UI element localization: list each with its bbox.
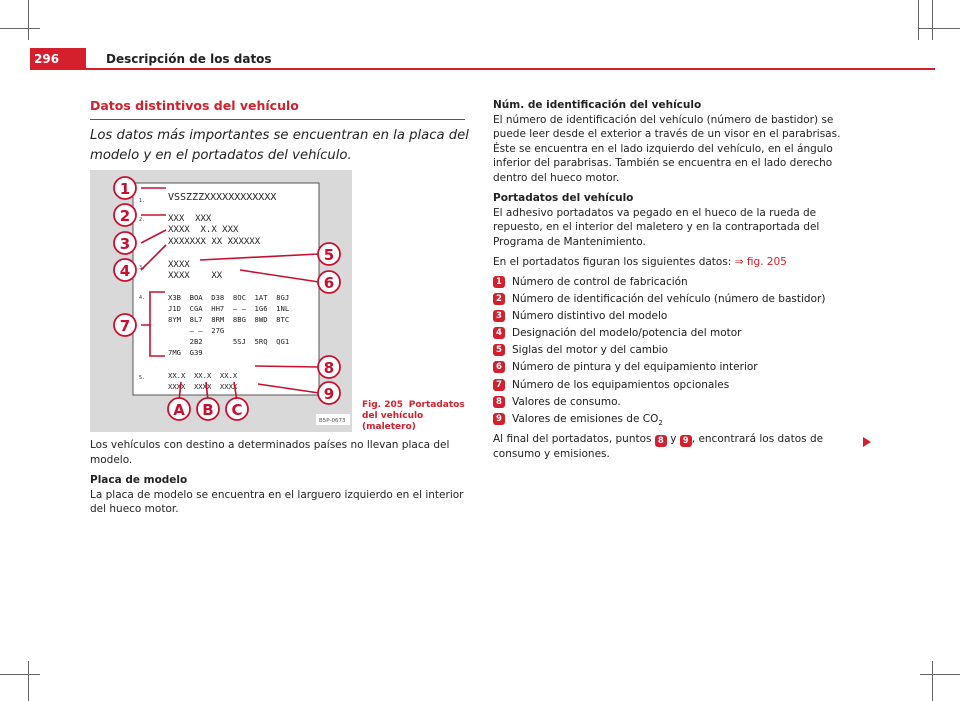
svg-text:7: 7 (119, 317, 131, 335)
co2-subscript: 2 (658, 419, 663, 428)
figure-reference-link[interactable]: ⇒ fig. 205 (734, 256, 787, 268)
option-codes-line: J1D CGA HH7 – – 1G6 1NL (168, 304, 290, 313)
item-number-badge: 3 (493, 310, 505, 322)
subheading: Placa de modelo (90, 474, 188, 486)
paragraph: El número de identificación del vehículo (número de bastidor) se puede leer desde el exterior a través de un visor en el parabrisas. Éste se encuentra en el lado izquierdo del vehículo, en el ángulo inferior del parabrisas. También se encuentra en el lado derecho dentro del hueco motor. (493, 113, 841, 184)
callout-badge (168, 398, 190, 420)
option-codes-line: 8YM 8L7 8RM 8BG 8WD 8TC (168, 315, 290, 324)
crop-mark (0, 674, 40, 675)
crop-mark (28, 0, 29, 40)
section-rule (90, 119, 465, 120)
option-codes-line: 7MG G39 (168, 348, 203, 357)
plate-line: XXXX XX (168, 271, 223, 281)
item-text: Valores de emisiones de CO (512, 413, 659, 425)
item-number-badge: 4 (493, 327, 505, 339)
paragraph: El adhesivo portadatos va pegado en el hueco de la rueda de repuesto, en el interior del maletero y en la contraportada del Programa de Mantenimiento. (493, 206, 820, 248)
item-number-badge: 9 (680, 435, 692, 447)
emissions-line: XXXX XXXX XXXX (168, 382, 238, 391)
running-header: Descripción de los datos (106, 52, 272, 66)
paragraph: La placa de modelo se encuentra en el larguero izquierdo en el interior del hueco motor. (90, 488, 464, 515)
closing-text: , encontrará los datos de consumo y emisiones. (493, 433, 824, 461)
subheading: Portadatos del vehículo (493, 192, 634, 204)
list-item (493, 360, 863, 377)
item-text: Número de identificación del vehículo (número de bastidor) (512, 292, 826, 305)
crop-mark (920, 674, 960, 675)
consumption-line: XX.X XX.X XX.X (168, 371, 238, 380)
option-codes-line: X3B BOA D38 8OC 1AT 8GJ (168, 293, 290, 302)
vin-text: VSSZZZXXXXXXXXXXXX (168, 192, 277, 203)
item-text: Número de pintura y del equipamiento interior (512, 361, 758, 374)
closing-text: y (670, 433, 677, 446)
row-number: 4. (139, 295, 146, 301)
item-number-badge: 8 (493, 396, 505, 408)
callout-badge (318, 382, 340, 404)
svg-text:1: 1 (119, 180, 131, 198)
intro-text: Los datos más importantes se encuentran en la placa del modelo y en el portadatos del vehículo. (90, 128, 469, 163)
svg-text:3: 3 (119, 235, 131, 253)
option-codes-line: 2B2 5SJ 5RQ QG1 (168, 337, 290, 346)
crop-mark (28, 661, 29, 701)
svg-text:4: 4 (119, 262, 131, 280)
list-item (493, 343, 863, 360)
svg-text:C: C (231, 401, 243, 419)
item-text: Designación del modelo/potencia del motor (512, 327, 742, 340)
item-number-badge: 9 (493, 413, 505, 425)
row-number: 3. (139, 265, 146, 271)
list-item (493, 378, 863, 395)
subheading: Núm. de identificación del vehículo (493, 99, 702, 111)
callout-badge (114, 177, 136, 199)
callout-badge (226, 398, 248, 420)
callout-badge (114, 259, 136, 281)
callout-badge (318, 271, 340, 293)
data-plate-illustration (90, 170, 360, 432)
svg-text:A: A (173, 401, 185, 419)
plate-line: XXXXXXX XX XXXXXX (168, 237, 261, 247)
item-number-badge: 8 (655, 435, 667, 447)
header-rule (30, 68, 935, 70)
svg-text:6: 6 (323, 274, 335, 292)
callout-badge (114, 204, 136, 226)
svg-text:5: 5 (323, 246, 335, 264)
plate-line: XXX XXX (168, 214, 212, 224)
callout-badge (114, 232, 136, 254)
callout-badge (197, 398, 219, 420)
item-number-badge: 6 (493, 361, 505, 373)
item-number-badge: 2 (493, 293, 505, 305)
list-item (493, 275, 863, 292)
list-item (493, 292, 863, 309)
list-item (493, 309, 863, 326)
plate-line: XXXX (168, 260, 190, 270)
row-number: 2. (139, 217, 146, 223)
page-number: 296 (30, 48, 86, 70)
row-number: 5. (139, 375, 146, 381)
crop-mark (932, 0, 933, 40)
item-text: Valores de consumo. (512, 395, 621, 408)
svg-text:2: 2 (119, 207, 131, 225)
item-text: Siglas del motor y del cambio (512, 344, 669, 357)
list-item (493, 326, 863, 343)
section-title: Datos distintivos del vehículo (90, 98, 299, 113)
row-number: 1. (139, 198, 146, 204)
figure-caption (362, 400, 472, 433)
item-text: Número distintivo del modelo (512, 309, 668, 322)
callout-badge (114, 314, 136, 336)
plate-line: XXXX X.X XXX (168, 225, 239, 235)
crop-mark (918, 0, 919, 40)
right-column (493, 98, 863, 462)
crop-mark (918, 28, 960, 29)
list-intro (493, 255, 863, 270)
svg-text:8: 8 (323, 359, 335, 377)
svg-text:9: 9 (323, 385, 335, 403)
callout-badge (318, 356, 340, 378)
item-number-badge: 7 (493, 379, 505, 391)
figure-code: B5P-0673 (319, 418, 346, 424)
item-number-badge: 1 (493, 276, 505, 288)
svg-text:B: B (202, 401, 214, 419)
list-item (493, 395, 863, 412)
list-intro-text: En el portadatos figuran los siguientes datos: (493, 256, 732, 268)
item-text-co2 (512, 412, 663, 431)
closing-text: Al final del portadatos, puntos (493, 433, 652, 446)
left-body (90, 438, 470, 517)
option-codes-line: – – 27G (168, 326, 225, 335)
item-text: Número de control de fabricación (512, 275, 688, 288)
crop-mark (932, 661, 933, 701)
continue-arrow-icon (863, 437, 871, 447)
callout-badge (318, 243, 340, 265)
closing-paragraph (493, 432, 863, 462)
item-text: Número de los equipamientos opcionales (512, 378, 730, 391)
list-item (493, 412, 863, 429)
caption-text: Portadatos del vehículo (maletero) (362, 400, 465, 432)
data-plate-figure (90, 170, 360, 436)
crop-mark (0, 28, 40, 29)
leader-line (255, 366, 319, 367)
paragraph: Los vehículos con destino a determinados países no llevan placa del modelo. (90, 439, 450, 466)
item-number-badge: 5 (493, 344, 505, 356)
caption-label: Fig. 205 (362, 400, 404, 410)
